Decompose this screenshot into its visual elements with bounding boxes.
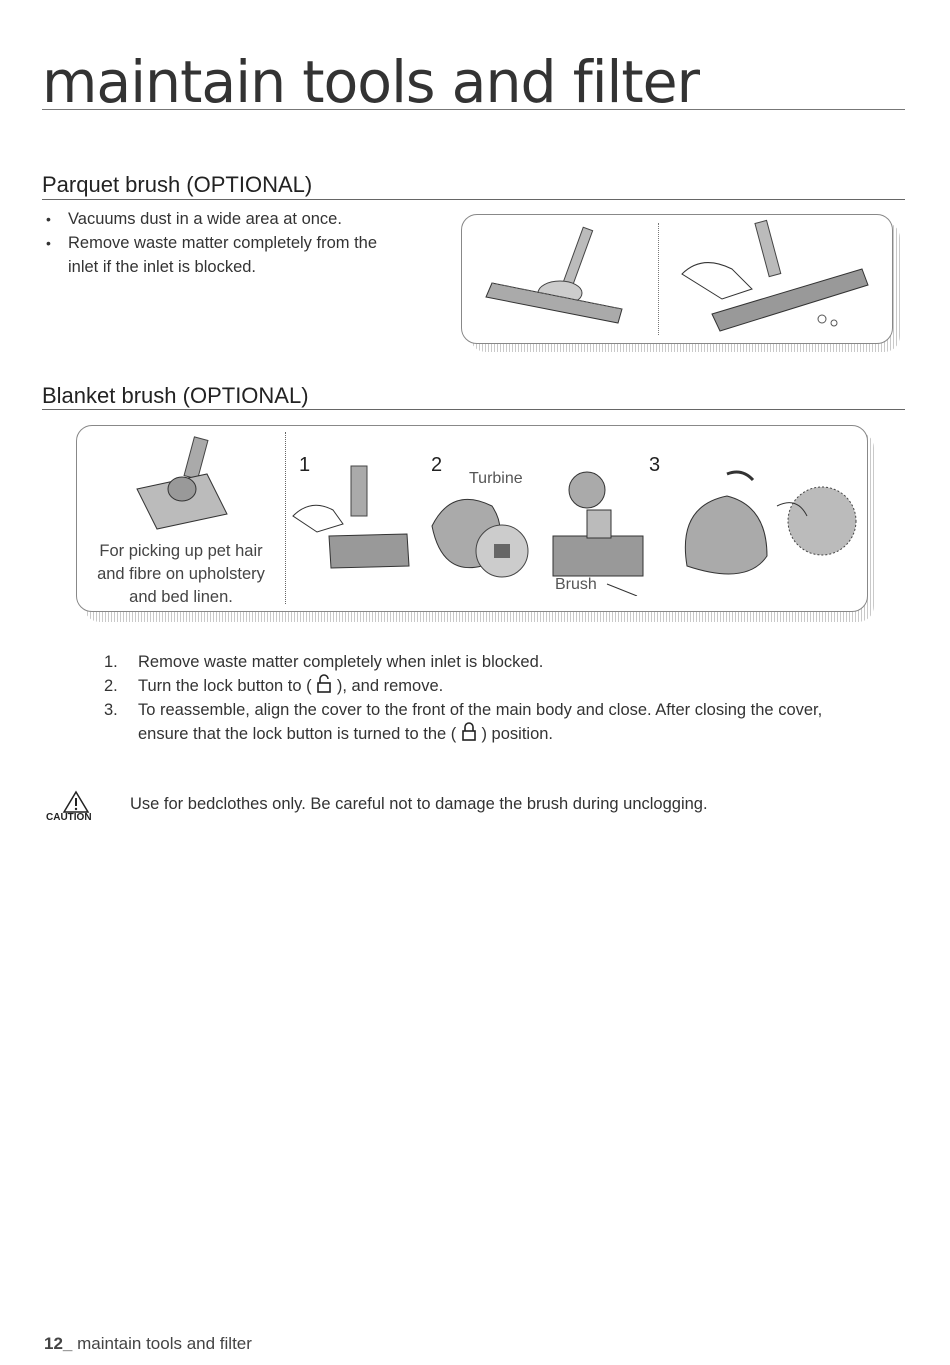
step-label-1: 1 — [299, 454, 311, 476]
step-label-3: 3 — [649, 454, 661, 476]
footer-text: maintain tools and filter — [77, 1334, 252, 1353]
step-text: ), and remove. — [336, 677, 444, 695]
brush-label: Brush — [555, 576, 597, 593]
caution-label: CAUTION — [46, 812, 92, 823]
caption-line: For picking up pet hair — [99, 542, 263, 560]
parquet-brush-image — [472, 219, 652, 339]
step1-image — [289, 456, 419, 596]
step-item — [104, 674, 904, 698]
caution-text: Use for bedclothes only. Be careful not to damage the brush during unclogging. — [130, 795, 708, 813]
parquet-clean-image — [672, 219, 887, 339]
blanket-brush-image — [127, 434, 237, 534]
blanket-caption — [81, 540, 281, 609]
title-rule — [42, 109, 905, 110]
turbine-label: Turbine — [469, 470, 523, 487]
bullet-item: • Vacuums dust in a wide area at once. — [40, 207, 440, 231]
page-number: 12_ — [44, 1334, 73, 1353]
step-item — [104, 650, 904, 674]
page-title: maintain tools and filter — [42, 48, 700, 116]
frame-divider — [285, 432, 286, 604]
bullet-line: Remove waste matter completely from the — [68, 234, 378, 252]
step-item — [104, 698, 904, 746]
blanket-heading: Blanket brush (OPTIONAL) — [42, 383, 309, 408]
bullet-line: inlet if the inlet is blocked. — [68, 258, 257, 276]
parquet-rule — [42, 199, 905, 200]
caution-icon — [62, 790, 90, 814]
frame-divider — [658, 223, 659, 335]
step2-image — [422, 466, 542, 586]
step-number: 2. — [104, 677, 118, 695]
caption-line: and fibre on upholstery — [97, 565, 265, 583]
parquet-illustration-frame — [461, 214, 893, 344]
instruction-steps — [104, 650, 904, 746]
step3-image — [667, 466, 862, 586]
step-text: ) position. — [481, 725, 554, 743]
step-number: 1. — [104, 653, 118, 671]
step-number: 3. — [104, 701, 118, 719]
parquet-bullets — [40, 207, 440, 279]
unlock-icon — [316, 674, 332, 694]
step-label-2: 2 — [431, 454, 443, 476]
parquet-heading: Parquet brush (OPTIONAL) — [42, 172, 313, 197]
step-text: Remove waste matter completely when inlet is blocked. — [138, 653, 544, 671]
lock-icon — [461, 722, 477, 742]
step-text: ensure that the lock button is turned to the ( — [138, 725, 457, 743]
blanket-illustration-frame — [76, 425, 868, 612]
footer — [44, 1334, 252, 1354]
caption-line: and bed linen. — [129, 588, 233, 606]
step-text: Turn the lock button to ( — [138, 677, 312, 695]
turbine-brush-image — [547, 466, 657, 596]
blanket-rule — [42, 409, 905, 410]
bullet-item — [40, 231, 440, 279]
step-text: To reassemble, align the cover to the front of the main body and close. After closing the cover, — [138, 701, 823, 719]
